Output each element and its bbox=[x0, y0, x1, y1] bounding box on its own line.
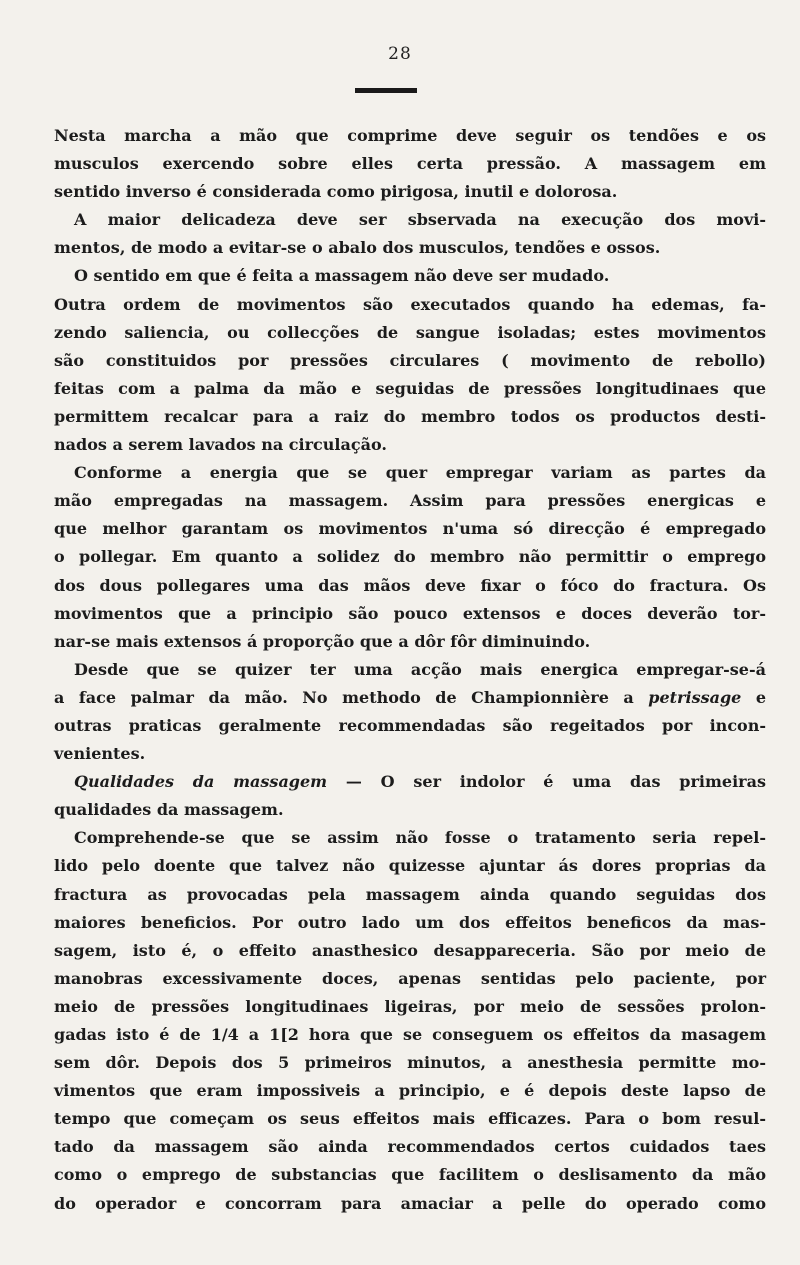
text-line bbox=[54, 684, 766, 712]
body-text bbox=[54, 122, 766, 1218]
text-line bbox=[54, 768, 766, 796]
text-fragment: e bbox=[741, 687, 767, 707]
text-line: Outra ordem de movimentos são executados quando ha edemas, fa- bbox=[54, 294, 766, 314]
text-line: movimentos que a principio são pouco extensos e doces deverão tor- bbox=[54, 603, 766, 623]
text-line: musculos exercendo sobre elles certa pressão. A massagem em bbox=[54, 154, 766, 174]
text-line: Conforme a energia que se quer empregar variam as partes da bbox=[74, 463, 766, 483]
text-fragment: a face palmar da mão. No methodo de Championnière a bbox=[54, 687, 649, 707]
text-line: zendo saliencia, ou collecções de sangue isoladas; estes movimentos bbox=[54, 322, 766, 342]
text-line: nados a serem lavados na circulação. bbox=[54, 435, 387, 455]
page-number: 28 bbox=[388, 44, 412, 64]
text-line: sagem, isto é, o effeito anasthesico desappareceria. São por meio de bbox=[54, 940, 766, 960]
text-line: Comprehende-se que se assim não fosse o tratamento seria repel- bbox=[74, 828, 766, 848]
text-line: Nesta marcha a mão que comprime deve seguir os tendões e os bbox=[54, 126, 766, 145]
header-rule bbox=[355, 88, 417, 93]
text-line: tempo que começam os seus effeitos mais efficazes. Para o bom resul- bbox=[54, 1109, 766, 1129]
text-line: manobras excessivamente doces, apenas sentidas pelo paciente, por bbox=[54, 968, 766, 988]
text-line: outras praticas geralmente recommendadas são regeitados por incon- bbox=[54, 715, 766, 735]
text-line: são constituidos por pressões circulares ( movimento de rebollo) bbox=[54, 350, 766, 370]
text-line: gadas isto é de 1/4 a 1[2 hora que se conseguem os effeitos da masagem bbox=[54, 1025, 766, 1044]
text-line: maiores beneficios. Por outro lado um dos effeitos beneficos da mas- bbox=[54, 912, 766, 932]
text-line: feitas com a palma da mão e seguidas de pressões longitudinaes que bbox=[54, 378, 766, 398]
text-fragment: — O ser indolor é uma das primeiras bbox=[327, 772, 766, 792]
text-line: venientes. bbox=[54, 744, 146, 764]
text-line: qualidades da massagem. bbox=[54, 800, 284, 820]
text-line: do operador e concorram para amaciar a pelle do operado como bbox=[54, 1193, 766, 1213]
text-line: fractura as provocadas pela massagem ainda quando seguidas dos bbox=[54, 884, 766, 904]
text-line: lido pelo doente que talvez não quizesse ajuntar ás dores proprias da bbox=[54, 856, 766, 876]
text-line: permittem recalcar para a raiz do membro todos os productos desti- bbox=[54, 406, 766, 426]
section-heading-qualidades: Qualidades da massagem bbox=[74, 772, 328, 792]
text-line: que melhor garantam os movimentos n'uma só direcção é empregado bbox=[54, 519, 766, 539]
text-line: A maior delicadeza deve ser sbservada na execução dos movi- bbox=[74, 210, 766, 230]
text-line: sentido inverso é considerada como pirigosa, inutil e dolorosa. bbox=[54, 182, 618, 202]
italic-term-petrissage: petrissage bbox=[648, 687, 742, 707]
text-line: como o emprego de substancias que facilitem o deslisamento da mão bbox=[54, 1165, 766, 1185]
text-line: meio de pressões longitudinaes ligeiras, por meio de sessões prolon- bbox=[54, 996, 766, 1016]
text-line: O sentido em que é feita a massagem não deve ser mudado. bbox=[74, 266, 610, 286]
text-line: dos dous pollegares uma das mãos deve fixar o fóco do fractura. Os bbox=[54, 575, 766, 595]
text-line: mentos, de modo a evitar-se o abalo dos musculos, tendões e ossos. bbox=[54, 238, 661, 258]
text-line: Desde que se quizer ter uma acção mais energica empregar-se-á bbox=[74, 659, 766, 679]
text-line: tado da massagem são ainda recommendados certos cuidados taes bbox=[54, 1137, 766, 1157]
text-line: sem dôr. Depois dos 5 primeiros minutos, a anesthesia permitte mo- bbox=[54, 1053, 766, 1073]
text-line: o pollegar. Em quanto a solidez do membro não permittir o emprego bbox=[54, 547, 766, 567]
text-line: mão empregadas na massagem. Assim para pressões energicas e bbox=[54, 491, 766, 511]
text-line: vimentos que eram impossiveis a principio, e é depois deste lapso de bbox=[54, 1081, 766, 1101]
text-line: nar-se mais extensos á proporção que a dôr fôr diminuindo. bbox=[54, 631, 591, 651]
